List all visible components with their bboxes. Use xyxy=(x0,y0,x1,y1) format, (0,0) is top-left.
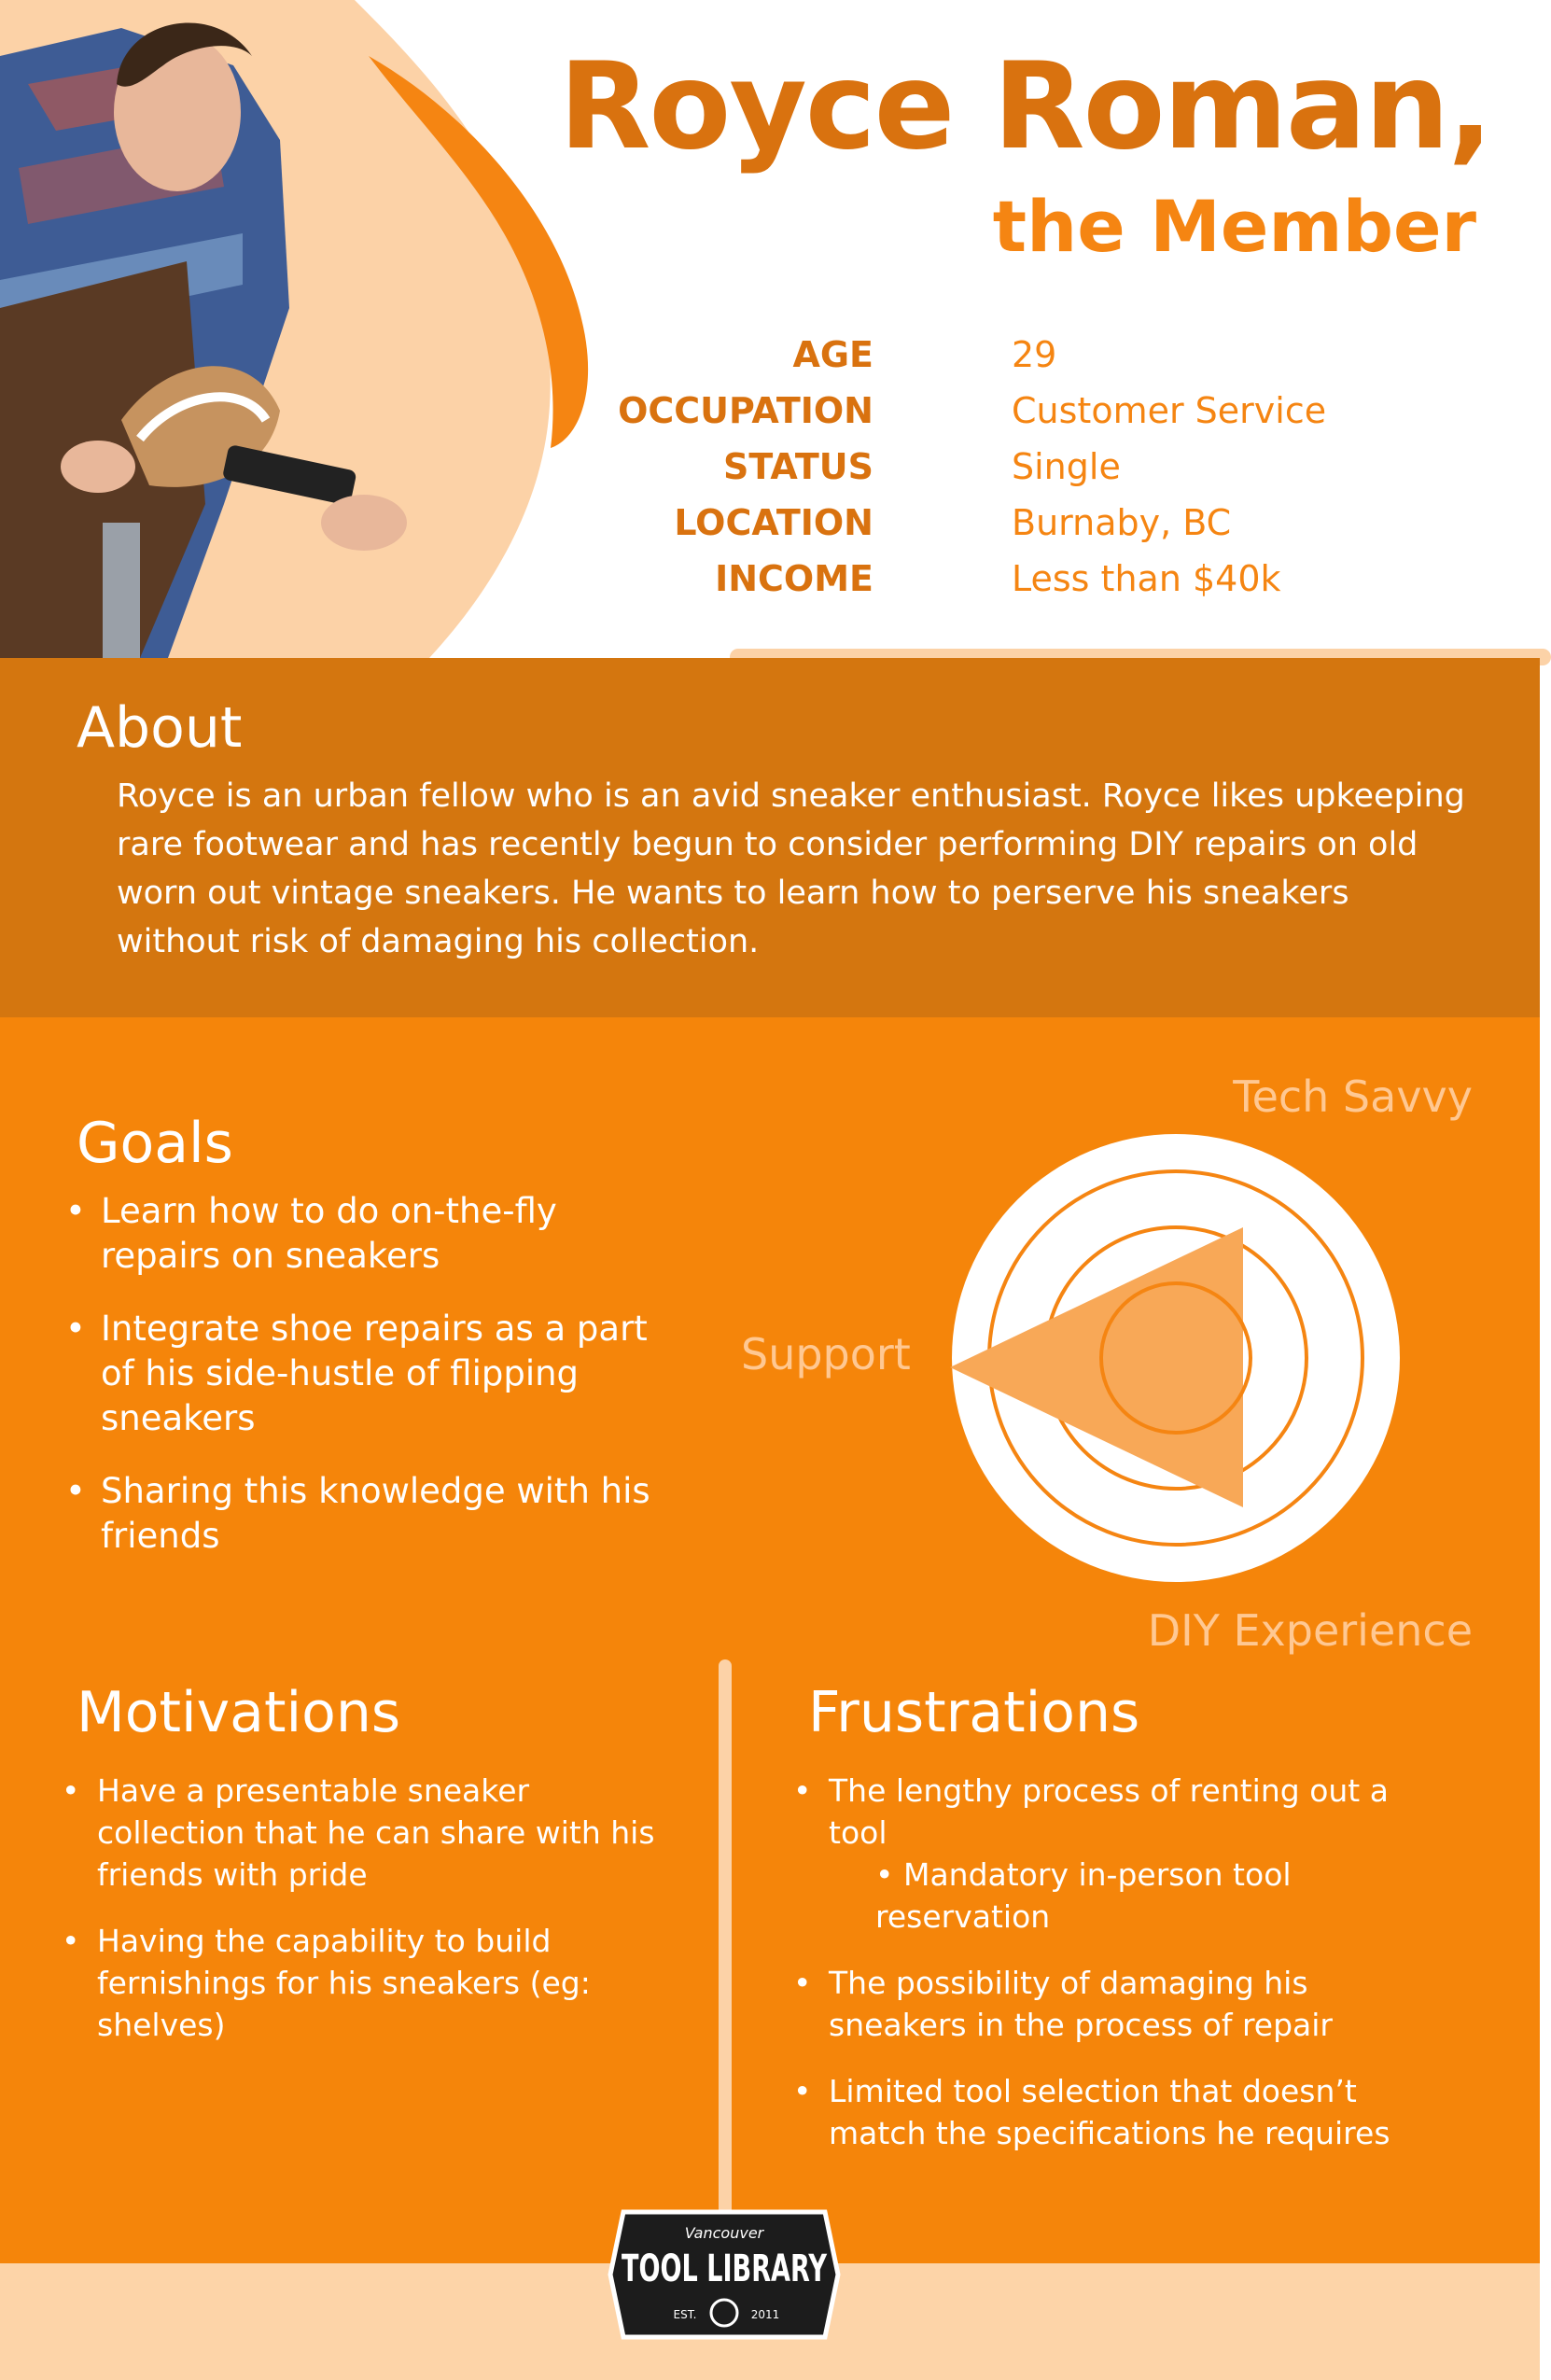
list-item: • Learn how to do on-the-fly repairs on sneakers xyxy=(77,1189,655,1279)
info-row-location xyxy=(653,502,1446,554)
persona-role: the Member xyxy=(992,185,1476,268)
persona-header xyxy=(0,0,1540,658)
tool-library-logo xyxy=(605,2205,844,2345)
info-row-income xyxy=(653,558,1446,610)
info-row-status xyxy=(653,446,1446,498)
info-label: STATUS xyxy=(723,446,873,487)
about-section xyxy=(0,658,1540,1017)
list-item: • Having the capability to build fernishings for his sneakers (eg: shelves) xyxy=(73,1920,670,2046)
info-label: LOCATION xyxy=(674,502,873,543)
info-value: Burnaby, BC xyxy=(1012,502,1232,543)
info-label: AGE xyxy=(792,334,873,375)
list-item: • Integrate shoe repairs as a part of his side-hustle of flipping sneakers xyxy=(77,1307,655,1441)
frustrations-list xyxy=(804,1770,1448,2178)
column-divider xyxy=(719,1659,732,2219)
motivations-list xyxy=(73,1770,670,2070)
goals-list xyxy=(77,1189,655,1587)
list-subitem-text: Mandatory in-person tool reservation xyxy=(875,1856,1292,1935)
info-row-occupation xyxy=(618,390,1446,442)
list-item: • The possibility of damaging his sneakers in the process of repair xyxy=(804,1962,1448,2046)
info-label: INCOME xyxy=(715,558,873,599)
radar-label-support: Support xyxy=(741,1329,911,1379)
info-label: OCCUPATION xyxy=(618,390,873,431)
list-item: • Sharing this knowledge with his friends xyxy=(77,1469,655,1559)
logo-est: EST. xyxy=(673,2308,697,2321)
info-value: Less than $40k xyxy=(1012,558,1281,599)
list-subitem: • Mandatory in-person tool reservation xyxy=(875,1856,1292,1935)
about-heading: About xyxy=(77,695,243,761)
logo-name: TOOL LIBRARY xyxy=(622,2247,828,2290)
persona-name: Royce Roman, xyxy=(558,37,1491,176)
motivations-heading: Motivations xyxy=(77,1680,401,1745)
info-value: 29 xyxy=(1012,334,1057,375)
list-item xyxy=(804,1770,1448,1938)
logo-city: Vancouver xyxy=(684,2224,764,2242)
about-text: Royce is an urban fellow who is an avid sneaker enthusiast. Royce likes upkeeping rare footwear and has recently begun to consider performing DIY repairs on old worn out vintage sneakers. He wants to learn how to perserve his sneakers without risk of damaging his collection. xyxy=(117,777,1465,960)
info-value: Customer Service xyxy=(1012,390,1327,431)
frustrations-heading: Frustrations xyxy=(808,1680,1140,1745)
goals-heading: Goals xyxy=(77,1111,233,1176)
member-photo xyxy=(0,0,560,658)
radar-label-tech-savvy: Tech Savvy xyxy=(1233,1071,1473,1122)
info-row-age xyxy=(653,334,1446,386)
logo-year: 2011 xyxy=(750,2308,780,2321)
list-item-text: The lengthy process of renting out a tool xyxy=(829,1772,1389,1851)
list-item: • Have a presentable sneaker collection that he can share with his friends with pride xyxy=(73,1770,670,1896)
radar-label-diy-experience: DIY Experience xyxy=(1147,1605,1473,1656)
list-item: • Limited tool selection that doesn’t match the specifications he requires xyxy=(804,2070,1448,2154)
skills-radar-chart xyxy=(943,1129,1409,1587)
info-value: Single xyxy=(1012,446,1121,487)
